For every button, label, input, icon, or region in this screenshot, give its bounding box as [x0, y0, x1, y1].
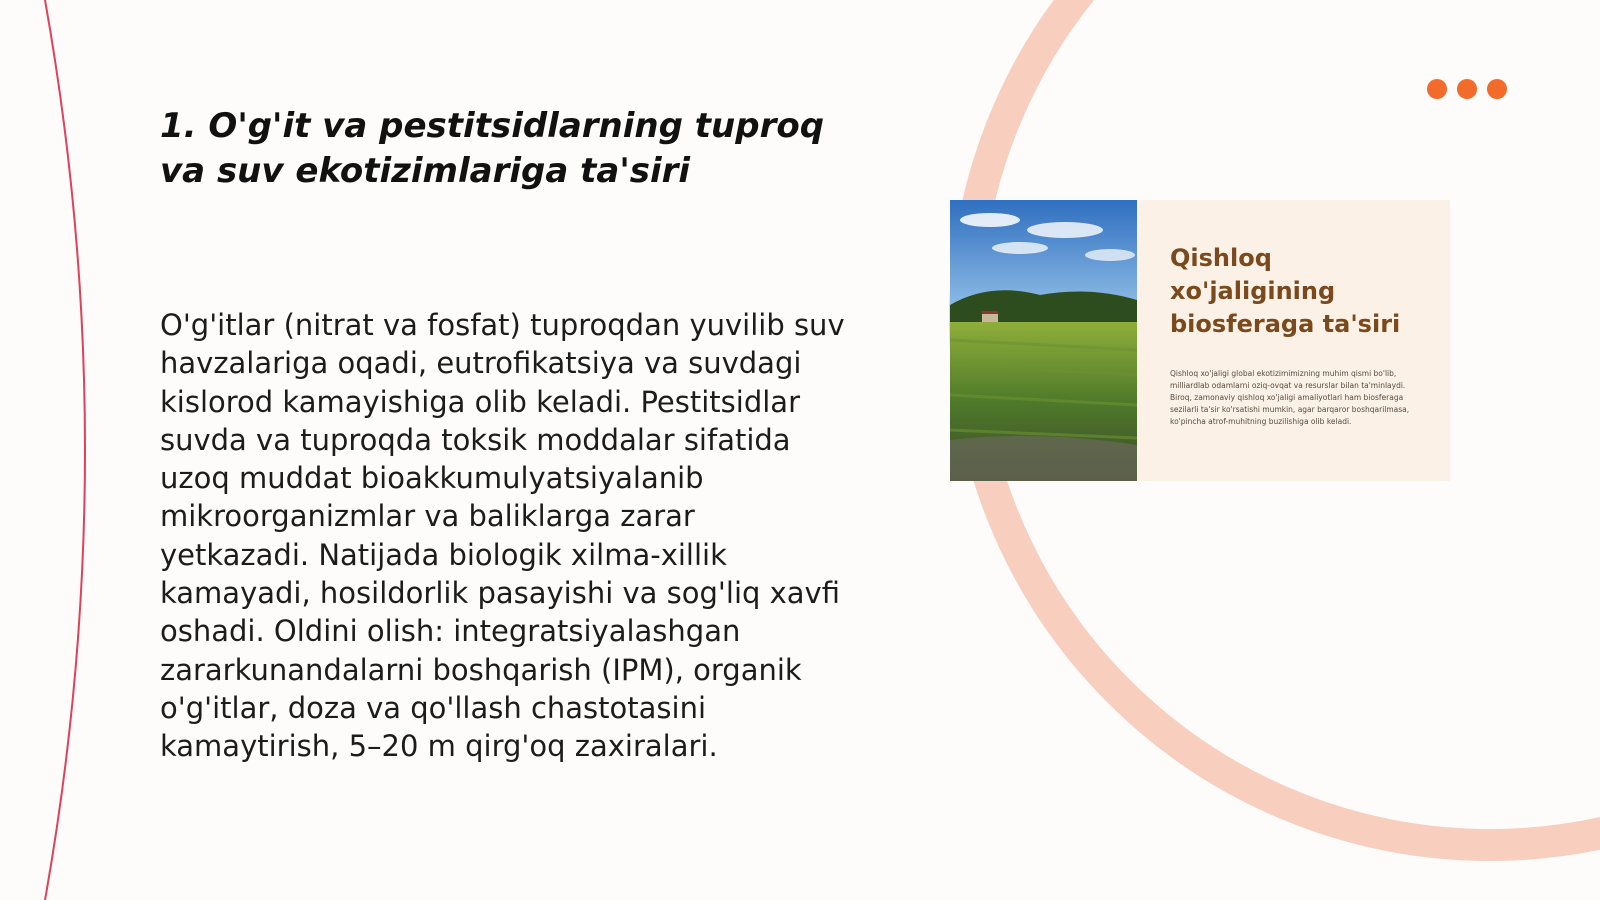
- card-title: Qishloq xo'jaligining biosferaga ta'siri: [1170, 244, 1401, 338]
- farm-field-photo: [950, 200, 1137, 481]
- slide-title: 1. O'g'it va pestitsidlarning tuproq va suv ekotizimlariga ta'siri: [160, 106, 825, 191]
- three-dots-icon: [1427, 79, 1507, 99]
- dot-icon: [1457, 79, 1477, 99]
- left-border-line: [45, 0, 85, 900]
- card-description: Qishloq xo'jaligi global ekotizimimizning muhim qismi bo'lib, milliardlab odamlarni oziq-ovqat va resurslar bilan ta'minlaydi. Biroq, zamonaviy qishloq xo'jaligi amaliyotlari ham biosferaga sezilarli ta'sir ko'rsatishi mumkin, agar barqaror boshqarilmasa, ko'pincha atrof-muhitning buzilishiga olib keladi.: [1170, 369, 1410, 426]
- dot-icon: [1487, 79, 1507, 99]
- thumbnail-card: [950, 200, 1450, 481]
- dot-icon: [1427, 79, 1447, 99]
- slide-body-text: O'g'itlar (nitrat va fosfat) tuproqdan yuvilib suv havzalariga oqadi, eutrofikatsiya va suvdagi kislorod kamayishiga olib keladi. Pestitsidlar suvda va tuproqda toksik moddalar sifatida uzoq muddat bioakkumulyatsiyalanib mikroorganizmlar va baliklarga zarar yetkazadi. Natijada biologik xilma-xillik kamayadi, hosildorlik pasayishi va sog'liq xavfi oshadi. Oldini olish: integratsiyalashgan zararkunandalarni boshqarish (IPM), organik o'g'itlar, doza va qo'llash chastotasini kamaytirish, 5–20 m qirg'oq zaxiralari.: [160, 308, 845, 764]
